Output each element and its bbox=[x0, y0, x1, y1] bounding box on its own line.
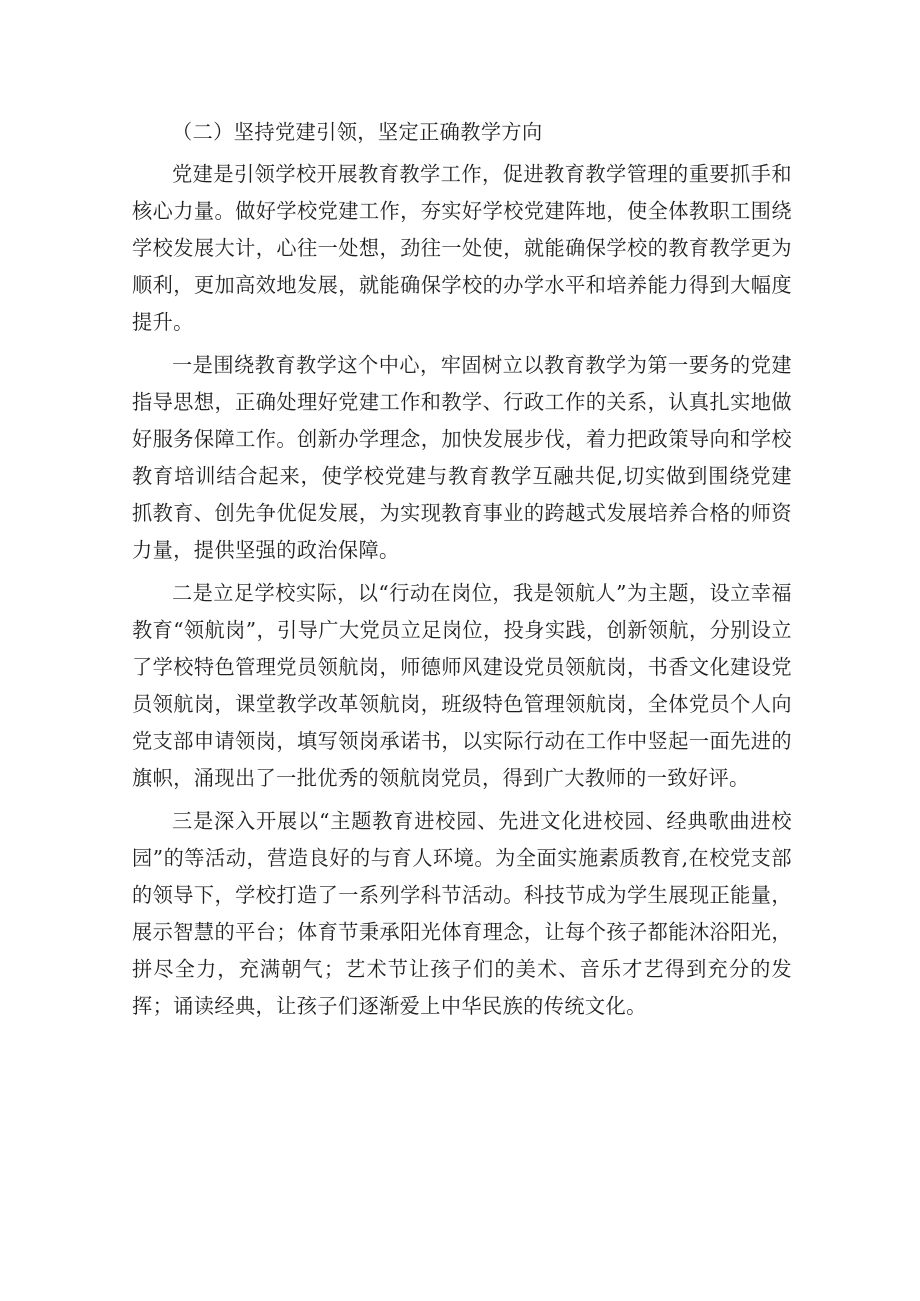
document-body bbox=[132, 114, 792, 1031]
paragraph-party-building-intro: 党建是引领学校开展教育教学工作，促进教育教学管理的重要抓手和核心力量。做好学校党建工作，夯实好学校党建阵地，使全体教职工围绕学校发展大计，心往一处想，劲往一处使，就能确保学校的教育教学更为顺利，更加高效地发展，就能确保学校的办学水平和培养能力得到大幅度提升。 bbox=[132, 162, 792, 334]
paragraph-point-two: 二是立足学校实际，以“行动在岗位，我是领航人”为主题，设立幸福教育“领航岗”，引导广大党员立足岗位，投身实践，创新领航，分别设立了学校特色管理党员领航岗，师德师风建设党员领航岗，书香文化建设党员领航岗，课堂教学改革领航岗，班级特色管理领航岗，全体党员个人向党支部申请领岗，填写领岗承诺书，以实际行动在工作中竖起一面先进的旗帜，涌现出了一批优秀的领航岗党员，得到广大教师的一致好评。 bbox=[132, 581, 792, 790]
paragraph-point-three: 三是深入开展以“主题教育进校园、先进文化进校园、经典歌曲进校园”的等活动，营造良好的与育人环境。为全面实施素质教育,在校党支部的领导下，学校打造了一系列学科节活动。科技节成为学生展现正能量，展示智慧的平台；体育节秉承阳光体育理念，让每个孩子都能沐浴阳光，拼尽全力，充满朝气；艺术节让孩子们的美术、音乐才艺得到充分的发挥；诵读经典，让孩子们逐渐爱上中华民族的传统文化。 bbox=[132, 809, 792, 1018]
section-heading: （二）坚持党建引领，坚定正确教学方向 bbox=[172, 120, 543, 144]
paragraph-point-one: 一是围绕教育教学这个中心，牢固树立以教育教学为第一要务的党建指导思想，正确处理好党建工作和教学、行政工作的关系，认真扎实地做好服务保障工作。创新办学理念，加快发展步伐，着力把政策导向和学校教育培训结合起来，使学校党建与教育教学互融共促,切实做到围绕党建抓教育、创先争优促发展，为实现教育事业的跨越式发展培养合格的师资力量，提供坚强的政治保障。 bbox=[132, 353, 792, 562]
